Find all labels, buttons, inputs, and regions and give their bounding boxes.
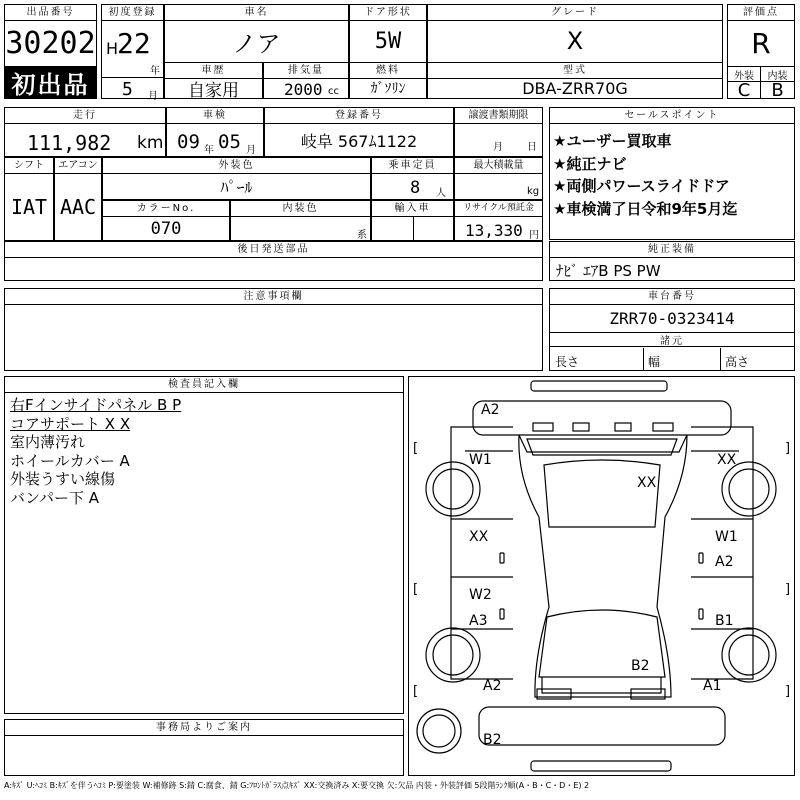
bracket: [ bbox=[413, 684, 419, 699]
sales-point: ★純正ナビ bbox=[553, 154, 627, 173]
registration-month: 5 bbox=[122, 79, 133, 100]
lot-number: 30202 bbox=[5, 25, 96, 61]
transfer-deadline-label: 譲渡書類期限 bbox=[455, 108, 542, 124]
sales-points-list bbox=[553, 130, 737, 220]
max-load-label: 最大積載量 bbox=[455, 158, 542, 174]
transfer-day-unit: 日 bbox=[527, 142, 537, 153]
inspection-year: 09 bbox=[177, 131, 200, 153]
model-code: DBA-ZRR70G bbox=[522, 78, 628, 98]
notes-box bbox=[4, 288, 543, 371]
damage-mark: XX bbox=[717, 452, 737, 468]
inspector-note: 外装うすい線傷 bbox=[10, 470, 116, 488]
recycle-unit: 円 bbox=[529, 230, 539, 241]
length-label: 長さ bbox=[555, 355, 580, 369]
aircon-label: エアコン bbox=[55, 158, 101, 174]
chassis-number: ZRR70-0323414 bbox=[609, 308, 735, 328]
bracket: ] bbox=[785, 684, 791, 699]
damage-mark: W1 bbox=[715, 529, 738, 545]
sales-points-label: セールスポイント bbox=[550, 108, 794, 124]
damage-mark: B2 bbox=[631, 658, 650, 674]
interior-color-label: 内装色 bbox=[231, 201, 370, 217]
displacement: 2000 bbox=[284, 80, 323, 99]
grade-box bbox=[427, 4, 723, 63]
grade: X bbox=[566, 27, 584, 55]
factory-equipment: ﾅﾋﾞ ｴｱB PS PW bbox=[556, 262, 661, 280]
transfer-month-unit: 月 bbox=[493, 142, 503, 153]
bracket: [ bbox=[413, 441, 419, 456]
later-parts-label: 後日発送部品 bbox=[5, 242, 542, 258]
door-box bbox=[349, 4, 427, 63]
history-box bbox=[164, 62, 263, 99]
legend: A:ｷｽﾞ U:ﾍｺﾐ B:ｷｽﾞを伴うﾍｺﾐ P:要塗装 W:補修跡 S:錆 C:腐食、錆 G:ﾌﾛﾝﾄｶﾞﾗｽ点ｷｽﾞ XX:交換済み X:要交換 欠:欠品 内装・外装評価 5段階ﾗﾝｸ順(A・B・C・D・E) 2 bbox=[4, 781, 590, 790]
mileage: 111,982 bbox=[27, 131, 112, 155]
inspection-month: 05 bbox=[218, 131, 241, 153]
office-notice-box bbox=[4, 719, 404, 776]
mileage-unit: km bbox=[137, 133, 164, 153]
exterior-color-box bbox=[102, 157, 371, 200]
damage-mark: A2 bbox=[481, 402, 500, 418]
inspector-note: コアサポート X X bbox=[10, 414, 131, 433]
bracket: [ bbox=[413, 582, 419, 597]
shift-label: シフト bbox=[5, 158, 53, 174]
inspection-box bbox=[166, 107, 264, 157]
damage-mark: XX bbox=[469, 529, 489, 545]
color-number-box bbox=[102, 200, 230, 241]
mileage-box bbox=[4, 107, 166, 157]
mileage-label: 走行 bbox=[5, 108, 165, 124]
car-name-label: 車名 bbox=[165, 5, 348, 21]
car-diagram bbox=[408, 376, 795, 776]
damage-mark: A2 bbox=[483, 678, 502, 694]
exterior-color-label: 外装色 bbox=[103, 158, 370, 174]
first-registration-box bbox=[101, 4, 164, 102]
notes-label: 注意事項欄 bbox=[5, 289, 542, 305]
inspector-note: 右Fインサイドパネル B P bbox=[10, 396, 182, 414]
recycle-label: リサイクル預託金 bbox=[455, 201, 542, 217]
damage-mark: B2 bbox=[483, 732, 502, 748]
width-label: 幅 bbox=[648, 355, 661, 369]
capacity: 8 bbox=[410, 178, 421, 198]
inspector-note: ホイールカバー A bbox=[10, 451, 130, 470]
interior-color-unit: 系 bbox=[357, 230, 367, 241]
damage-mark: W1 bbox=[469, 452, 492, 468]
sales-point: ★ユーザー買取車 bbox=[553, 132, 672, 150]
inspector-note: 室内薄汚れ bbox=[10, 433, 86, 451]
fuel: ｶﾞｿﾘﾝ bbox=[370, 81, 406, 97]
sales-points-box bbox=[549, 107, 795, 240]
inspection-label: 車検 bbox=[167, 108, 263, 124]
factory-equipment-box bbox=[549, 241, 795, 281]
displacement-unit: cc bbox=[328, 86, 339, 97]
import-label: 輸入車 bbox=[372, 201, 453, 217]
max-load-unit: kg bbox=[527, 186, 540, 197]
score: R bbox=[751, 26, 771, 60]
score-box bbox=[727, 4, 795, 99]
dimensions-label: 諸元 bbox=[660, 336, 684, 347]
office-notice-label: 事務局よりご案内 bbox=[5, 720, 403, 736]
car-name-box bbox=[164, 4, 349, 63]
registration-year: 22 bbox=[117, 27, 151, 60]
exterior-label: 外装 bbox=[728, 67, 761, 82]
door-label: ドア形状 bbox=[350, 5, 426, 21]
damage-mark: XX bbox=[637, 475, 657, 491]
damage-mark: B1 bbox=[715, 613, 734, 629]
damage-mark: A2 bbox=[715, 554, 734, 570]
fuel-box bbox=[349, 62, 427, 99]
exterior-grade: C bbox=[728, 82, 761, 98]
inspector-note: バンパー下 A bbox=[10, 488, 99, 507]
damage-mark: W2 bbox=[469, 587, 492, 603]
recycle-box bbox=[454, 200, 543, 241]
car-name: ノア bbox=[232, 29, 281, 58]
model-label: 型式 bbox=[428, 63, 722, 79]
interior-color-box bbox=[230, 200, 371, 241]
max-load-box bbox=[454, 157, 543, 200]
height-label: 高さ bbox=[725, 355, 750, 369]
color-number-label: カラーNo. bbox=[103, 201, 229, 217]
first-listing-badge: 初出品 bbox=[5, 66, 96, 98]
bracket: ] bbox=[785, 441, 791, 456]
displacement-label: 排気量 bbox=[264, 63, 348, 79]
registration-number-label: 登録番号 bbox=[265, 108, 453, 124]
later-parts-box bbox=[4, 241, 543, 281]
door-type: 5W bbox=[374, 28, 402, 54]
sales-point: ★両側パワースライドドア bbox=[553, 177, 730, 195]
factory-equipment-label: 純正装備 bbox=[550, 242, 794, 258]
capacity-box bbox=[371, 157, 454, 200]
color-number: 070 bbox=[150, 218, 182, 239]
model-box bbox=[427, 62, 723, 99]
inspector-notes-box bbox=[4, 376, 404, 714]
score-label: 評価点 bbox=[728, 5, 794, 21]
history: 自家用 bbox=[188, 80, 239, 101]
lot-number-label: 出品番号 bbox=[5, 5, 96, 21]
bracket: ] bbox=[785, 582, 791, 597]
aircon-box bbox=[54, 157, 102, 241]
chassis-box bbox=[549, 288, 795, 371]
shift-box bbox=[4, 157, 54, 241]
damage-mark: A3 bbox=[469, 613, 488, 629]
exterior-color: ﾊﾟｰﾙ bbox=[220, 177, 253, 197]
year-unit: 年 bbox=[150, 66, 160, 77]
grade-label: グレード bbox=[428, 5, 722, 21]
aircon: AAC bbox=[59, 194, 97, 219]
damage-mark: A1 bbox=[703, 678, 722, 694]
registration-number-box bbox=[264, 107, 454, 157]
lot-number-box bbox=[4, 4, 97, 99]
interior-grade: B bbox=[771, 79, 784, 101]
inspection-year-unit: 年 bbox=[204, 145, 214, 156]
displacement-box bbox=[263, 62, 349, 99]
capacity-label: 乗車定員 bbox=[372, 158, 453, 174]
first-registration-label: 初度登録 bbox=[102, 5, 163, 21]
sales-point: ★車検満了日令和9年5月迄 bbox=[553, 199, 738, 218]
history-label: 車歴 bbox=[165, 63, 262, 79]
interior-label: 内装 bbox=[767, 71, 788, 82]
registration-number: 岐阜 567ﾑ1122 bbox=[300, 131, 418, 151]
month-unit: 月 bbox=[148, 91, 158, 102]
era: H bbox=[106, 39, 119, 58]
chassis-label: 車台番号 bbox=[550, 289, 794, 305]
capacity-unit: 人 bbox=[436, 188, 446, 199]
recycle-fee: 13,330 bbox=[465, 221, 523, 240]
inspector-notes-label: 検査員記入欄 bbox=[5, 377, 403, 393]
inspector-notes-list bbox=[10, 396, 181, 507]
transfer-deadline-box bbox=[454, 107, 543, 157]
shift: IAT bbox=[10, 194, 48, 219]
fuel-label: 燃料 bbox=[350, 63, 426, 79]
car-diagram-drawing bbox=[409, 377, 794, 775]
inspection-month-unit: 月 bbox=[246, 145, 256, 156]
import-box bbox=[371, 200, 454, 241]
